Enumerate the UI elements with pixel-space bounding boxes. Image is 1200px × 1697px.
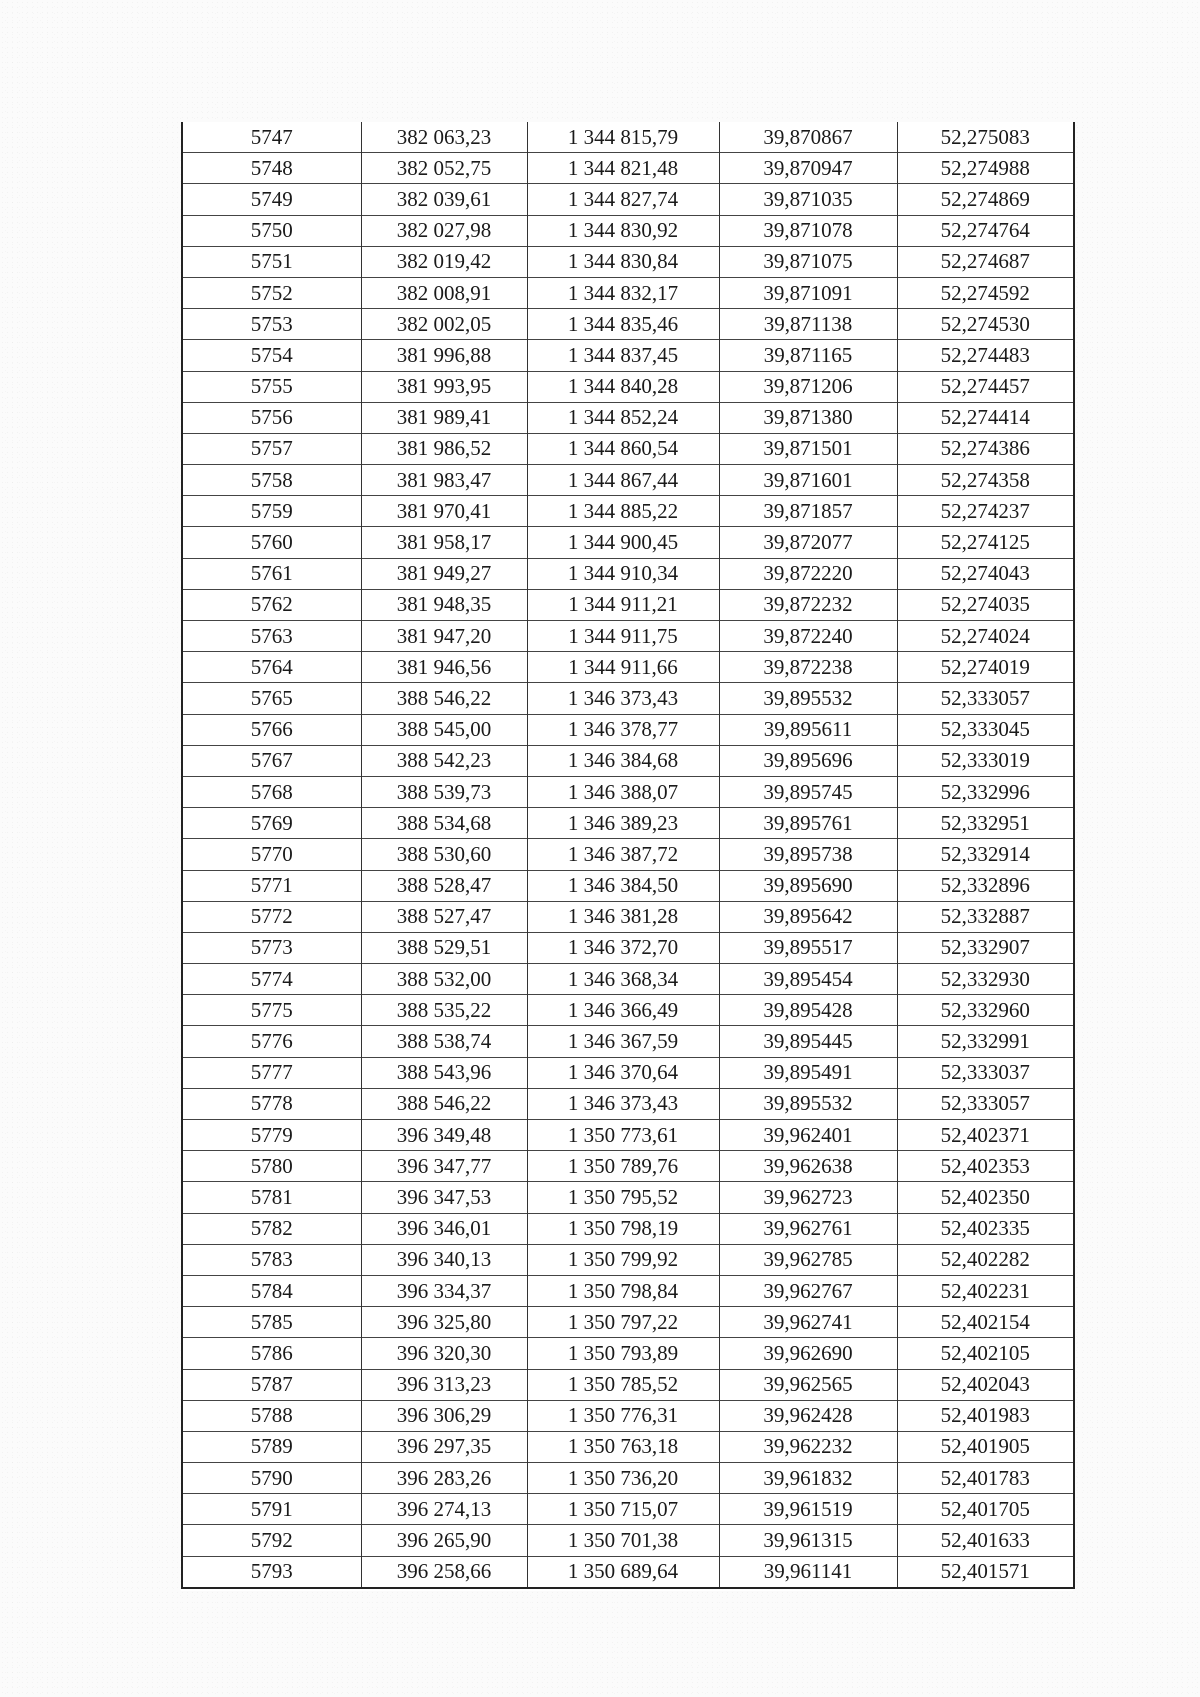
table-row: [182, 1494, 1074, 1525]
point-number-cell: 5779: [182, 1120, 361, 1151]
y-coordinate-cell: 1 350 798,19: [527, 1213, 719, 1244]
table-row: [182, 1120, 1074, 1151]
y-coordinate-cell: 1 350 799,92: [527, 1244, 719, 1275]
y-coordinate-cell: 1 344 821,48: [527, 153, 719, 184]
x-coordinate-cell: 388 527,47: [361, 901, 527, 932]
point-number-cell: 5752: [182, 277, 361, 308]
y-coordinate-cell: 1 344 885,22: [527, 496, 719, 527]
x-coordinate-cell: 381 993,95: [361, 371, 527, 402]
latitude-cell: 39,871206: [719, 371, 897, 402]
longitude-cell: 52,332996: [897, 776, 1074, 807]
y-coordinate-cell: 1 344 911,75: [527, 621, 719, 652]
y-coordinate-cell: 1 344 867,44: [527, 465, 719, 496]
point-number-cell: 5762: [182, 589, 361, 620]
point-number-cell: 5787: [182, 1369, 361, 1400]
x-coordinate-cell: 388 529,51: [361, 932, 527, 963]
x-coordinate-cell: 381 958,17: [361, 527, 527, 558]
longitude-cell: 52,401905: [897, 1431, 1074, 1462]
point-number-cell: 5760: [182, 527, 361, 558]
longitude-cell: 52,274687: [897, 246, 1074, 277]
longitude-cell: 52,402353: [897, 1151, 1074, 1182]
table-row: [182, 1275, 1074, 1306]
latitude-cell: 39,962723: [719, 1182, 897, 1213]
latitude-cell: 39,962767: [719, 1275, 897, 1306]
point-number-cell: 5782: [182, 1213, 361, 1244]
y-coordinate-cell: 1 344 860,54: [527, 433, 719, 464]
point-number-cell: 5789: [182, 1431, 361, 1462]
x-coordinate-cell: 382 019,42: [361, 246, 527, 277]
point-number-cell: 5771: [182, 870, 361, 901]
latitude-cell: 39,870867: [719, 122, 897, 153]
latitude-cell: 39,962761: [719, 1213, 897, 1244]
latitude-cell: 39,895491: [719, 1057, 897, 1088]
point-number-cell: 5765: [182, 683, 361, 714]
point-number-cell: 5776: [182, 1026, 361, 1057]
latitude-cell: 39,961519: [719, 1494, 897, 1525]
longitude-cell: 52,402371: [897, 1120, 1074, 1151]
x-coordinate-cell: 381 986,52: [361, 433, 527, 464]
x-coordinate-cell: 381 949,27: [361, 558, 527, 589]
latitude-cell: 39,872232: [719, 589, 897, 620]
table-row: [182, 745, 1074, 776]
y-coordinate-cell: 1 350 736,20: [527, 1463, 719, 1494]
table-row: [182, 309, 1074, 340]
table-row: [182, 683, 1074, 714]
point-number-cell: 5775: [182, 995, 361, 1026]
longitude-cell: 52,274358: [897, 465, 1074, 496]
x-coordinate-cell: 388 546,22: [361, 1088, 527, 1119]
table-row: [182, 808, 1074, 839]
latitude-cell: 39,895738: [719, 839, 897, 870]
y-coordinate-cell: 1 346 387,72: [527, 839, 719, 870]
point-number-cell: 5792: [182, 1525, 361, 1556]
y-coordinate-cell: 1 344 910,34: [527, 558, 719, 589]
longitude-cell: 52,274483: [897, 340, 1074, 371]
latitude-cell: 39,872238: [719, 652, 897, 683]
point-number-cell: 5769: [182, 808, 361, 839]
latitude-cell: 39,961141: [719, 1556, 897, 1588]
table-row: [182, 1026, 1074, 1057]
y-coordinate-cell: 1 344 830,92: [527, 215, 719, 246]
latitude-cell: 39,871091: [719, 277, 897, 308]
y-coordinate-cell: 1 344 835,46: [527, 309, 719, 340]
y-coordinate-cell: 1 344 911,66: [527, 652, 719, 683]
point-number-cell: 5766: [182, 714, 361, 745]
x-coordinate-cell: 388 532,00: [361, 964, 527, 995]
longitude-cell: 52,402105: [897, 1338, 1074, 1369]
point-number-cell: 5759: [182, 496, 361, 527]
x-coordinate-cell: 388 528,47: [361, 870, 527, 901]
y-coordinate-cell: 1 346 388,07: [527, 776, 719, 807]
table-row: [182, 1307, 1074, 1338]
point-number-cell: 5768: [182, 776, 361, 807]
point-number-cell: 5763: [182, 621, 361, 652]
longitude-cell: 52,402154: [897, 1307, 1074, 1338]
longitude-cell: 52,274125: [897, 527, 1074, 558]
table-row: [182, 995, 1074, 1026]
longitude-cell: 52,274592: [897, 277, 1074, 308]
longitude-cell: 52,274024: [897, 621, 1074, 652]
y-coordinate-cell: 1 350 785,52: [527, 1369, 719, 1400]
longitude-cell: 52,333019: [897, 745, 1074, 776]
longitude-cell: 52,332887: [897, 901, 1074, 932]
longitude-cell: 52,274869: [897, 184, 1074, 215]
longitude-cell: 52,333057: [897, 683, 1074, 714]
table-row: [182, 901, 1074, 932]
x-coordinate-cell: 396 334,37: [361, 1275, 527, 1306]
x-coordinate-cell: 381 948,35: [361, 589, 527, 620]
table-row: [182, 1244, 1074, 1275]
table-row: [182, 1088, 1074, 1119]
x-coordinate-cell: 381 996,88: [361, 340, 527, 371]
longitude-cell: 52,402335: [897, 1213, 1074, 1244]
latitude-cell: 39,895745: [719, 776, 897, 807]
y-coordinate-cell: 1 350 789,76: [527, 1151, 719, 1182]
x-coordinate-cell: 396 325,80: [361, 1307, 527, 1338]
y-coordinate-cell: 1 350 797,22: [527, 1307, 719, 1338]
latitude-cell: 39,871601: [719, 465, 897, 496]
latitude-cell: 39,871078: [719, 215, 897, 246]
table-row: [182, 558, 1074, 589]
latitude-cell: 39,871035: [719, 184, 897, 215]
longitude-cell: 52,401783: [897, 1463, 1074, 1494]
longitude-cell: 52,274019: [897, 652, 1074, 683]
longitude-cell: 52,402282: [897, 1244, 1074, 1275]
x-coordinate-cell: 396 347,53: [361, 1182, 527, 1213]
point-number-cell: 5773: [182, 932, 361, 963]
point-number-cell: 5777: [182, 1057, 361, 1088]
x-coordinate-cell: 388 535,22: [361, 995, 527, 1026]
x-coordinate-cell: 396 346,01: [361, 1213, 527, 1244]
point-number-cell: 5785: [182, 1307, 361, 1338]
y-coordinate-cell: 1 346 368,34: [527, 964, 719, 995]
latitude-cell: 39,962638: [719, 1151, 897, 1182]
table-row: [182, 1463, 1074, 1494]
latitude-cell: 39,871501: [719, 433, 897, 464]
y-coordinate-cell: 1 346 381,28: [527, 901, 719, 932]
x-coordinate-cell: 388 539,73: [361, 776, 527, 807]
x-coordinate-cell: 382 002,05: [361, 309, 527, 340]
x-coordinate-cell: 382 008,91: [361, 277, 527, 308]
longitude-cell: 52,274035: [897, 589, 1074, 620]
y-coordinate-cell: 1 350 773,61: [527, 1120, 719, 1151]
longitude-cell: 52,402350: [897, 1182, 1074, 1213]
x-coordinate-cell: 396 265,90: [361, 1525, 527, 1556]
table-row: [182, 465, 1074, 496]
point-number-cell: 5784: [182, 1275, 361, 1306]
table-row: [182, 839, 1074, 870]
latitude-cell: 39,895761: [719, 808, 897, 839]
x-coordinate-cell: 388 534,68: [361, 808, 527, 839]
table-row: [182, 870, 1074, 901]
longitude-cell: 52,274386: [897, 433, 1074, 464]
latitude-cell: 39,895696: [719, 745, 897, 776]
point-number-cell: 5781: [182, 1182, 361, 1213]
point-number-cell: 5770: [182, 839, 361, 870]
point-number-cell: 5780: [182, 1151, 361, 1182]
x-coordinate-cell: 396 258,66: [361, 1556, 527, 1588]
y-coordinate-cell: 1 344 837,45: [527, 340, 719, 371]
x-coordinate-cell: 388 543,96: [361, 1057, 527, 1088]
y-coordinate-cell: 1 346 366,49: [527, 995, 719, 1026]
x-coordinate-cell: 396 349,48: [361, 1120, 527, 1151]
longitude-cell: 52,274414: [897, 402, 1074, 433]
point-number-cell: 5747: [182, 122, 361, 153]
y-coordinate-cell: 1 344 911,21: [527, 589, 719, 620]
coordinates-table: [181, 122, 1075, 1589]
latitude-cell: 39,895642: [719, 901, 897, 932]
point-number-cell: 5786: [182, 1338, 361, 1369]
latitude-cell: 39,962232: [719, 1431, 897, 1462]
point-number-cell: 5749: [182, 184, 361, 215]
table-row: [182, 1431, 1074, 1462]
table-row: [182, 527, 1074, 558]
latitude-cell: 39,871075: [719, 246, 897, 277]
table-row: [182, 371, 1074, 402]
latitude-cell: 39,895454: [719, 964, 897, 995]
y-coordinate-cell: 1 346 378,77: [527, 714, 719, 745]
y-coordinate-cell: 1 346 384,68: [527, 745, 719, 776]
point-number-cell: 5757: [182, 433, 361, 464]
longitude-cell: 52,275083: [940, 124, 1030, 149]
latitude-cell: 39,962565: [719, 1369, 897, 1400]
y-coordinate-cell: 1 344 852,24: [527, 402, 719, 433]
latitude-cell: 39,895611: [719, 714, 897, 745]
y-coordinate-cell: 1 350 795,52: [527, 1182, 719, 1213]
table-row: [182, 402, 1074, 433]
y-coordinate-cell: 1 344 900,45: [527, 527, 719, 558]
point-number-cell: 5754: [182, 340, 361, 371]
table-row: [182, 122, 1074, 153]
longitude-cell: 52,401983: [897, 1400, 1074, 1431]
table-row: [182, 932, 1074, 963]
longitude-cell: 52,274988: [897, 153, 1074, 184]
x-coordinate-cell: 396 347,77: [361, 1151, 527, 1182]
table-row: [182, 215, 1074, 246]
latitude-cell: 39,962690: [719, 1338, 897, 1369]
y-coordinate-cell: 1 350 793,89: [527, 1338, 719, 1369]
x-coordinate-cell: 382 039,61: [361, 184, 527, 215]
longitude-cell: 52,274237: [897, 496, 1074, 527]
table-row: [182, 1151, 1074, 1182]
y-coordinate-cell: 1 350 776,31: [527, 1400, 719, 1431]
table-row: [182, 1057, 1074, 1088]
point-number-cell: 5750: [182, 215, 361, 246]
y-coordinate-cell: 1 346 367,59: [527, 1026, 719, 1057]
x-coordinate-cell: 382 052,75: [361, 153, 527, 184]
point-number-cell: 5783: [182, 1244, 361, 1275]
coordinates-table-body: [182, 122, 1074, 1588]
x-coordinate-cell: 396 320,30: [361, 1338, 527, 1369]
longitude-cell: 52,332991: [897, 1026, 1074, 1057]
table-row: [182, 1369, 1074, 1400]
longitude-cell: 52,274457: [897, 371, 1074, 402]
latitude-cell: 39,961832: [719, 1463, 897, 1494]
x-coordinate-cell: 382 063,23: [361, 122, 527, 153]
point-number-cell: 5756: [182, 402, 361, 433]
point-number-cell: 5788: [182, 1400, 361, 1431]
latitude-cell: 39,962741: [719, 1307, 897, 1338]
table-row: [182, 433, 1074, 464]
y-coordinate-cell: 1 350 689,64: [527, 1556, 719, 1588]
x-coordinate-cell: 381 983,47: [361, 465, 527, 496]
point-number-cell: 5755: [182, 371, 361, 402]
table-row: [182, 1182, 1074, 1213]
point-number-cell: 5748: [182, 153, 361, 184]
longitude-cell: 52,402231: [897, 1275, 1074, 1306]
table-row: [182, 496, 1074, 527]
x-coordinate-cell: 396 306,29: [361, 1400, 527, 1431]
latitude-cell: 39,871857: [719, 496, 897, 527]
x-coordinate-cell: 388 545,00: [361, 714, 527, 745]
point-number-cell: 5791: [182, 1494, 361, 1525]
longitude-cell: 52,401571: [897, 1556, 1074, 1588]
latitude-cell: 39,872240: [719, 621, 897, 652]
x-coordinate-cell: 396 274,13: [361, 1494, 527, 1525]
point-number-cell: 5778: [182, 1088, 361, 1119]
y-coordinate-cell: 1 346 373,43: [527, 1088, 719, 1119]
y-coordinate-cell: 1 350 715,07: [527, 1494, 719, 1525]
latitude-cell: 39,870947: [719, 153, 897, 184]
x-coordinate-cell: 388 546,22: [361, 683, 527, 714]
y-coordinate-cell: 1 350 701,38: [527, 1525, 719, 1556]
point-number-cell: 5764: [182, 652, 361, 683]
longitude-cell: 52,332960: [897, 995, 1074, 1026]
x-coordinate-cell: 388 538,74: [361, 1026, 527, 1057]
latitude-cell: 39,895517: [719, 932, 897, 963]
latitude-cell: 39,962401: [719, 1120, 897, 1151]
table-row: [182, 652, 1074, 683]
latitude-cell: 39,895428: [719, 995, 897, 1026]
longitude-cell: 52,401633: [897, 1525, 1074, 1556]
latitude-cell: 39,895532: [719, 1088, 897, 1119]
latitude-cell: 39,872077: [719, 527, 897, 558]
table-row: [182, 776, 1074, 807]
latitude-cell: 39,962785: [719, 1244, 897, 1275]
table-row: [182, 1338, 1074, 1369]
longitude-cell: 52,332907: [897, 932, 1074, 963]
table-row: [182, 1525, 1074, 1556]
latitude-cell: 39,872220: [719, 558, 897, 589]
table-row: [182, 340, 1074, 371]
latitude-cell: 39,871380: [719, 402, 897, 433]
latitude-cell: 39,871165: [719, 340, 897, 371]
point-number-cell: 5767: [182, 745, 361, 776]
longitude-cell: 52,333037: [897, 1057, 1074, 1088]
y-coordinate-cell: 1 346 370,64: [527, 1057, 719, 1088]
x-coordinate-cell: 381 946,56: [361, 652, 527, 683]
y-coordinate-cell: 1 344 830,84: [527, 246, 719, 277]
longitude-cell: 52,274043: [897, 558, 1074, 589]
longitude-cell: 52,332951: [897, 808, 1074, 839]
table-row: [182, 621, 1074, 652]
point-number-cell: 5772: [182, 901, 361, 932]
y-coordinate-cell: 1 350 763,18: [527, 1431, 719, 1462]
table-row: [182, 153, 1074, 184]
x-coordinate-cell: 396 283,26: [361, 1463, 527, 1494]
x-coordinate-cell: 396 313,23: [361, 1369, 527, 1400]
table-row: [182, 1556, 1074, 1588]
x-coordinate-cell: 381 970,41: [361, 496, 527, 527]
y-coordinate-cell: 1 344 832,17: [527, 277, 719, 308]
point-number-cell: 5793: [182, 1556, 361, 1588]
y-coordinate-cell: 1 346 389,23: [527, 808, 719, 839]
longitude-cell: 52,332896: [897, 870, 1074, 901]
longitude-cell: 52,332930: [897, 964, 1074, 995]
y-coordinate-cell: 1 344 840,28: [527, 371, 719, 402]
x-coordinate-cell: 396 297,35: [361, 1431, 527, 1462]
latitude-cell: 39,895690: [719, 870, 897, 901]
latitude-cell: 39,895445: [719, 1026, 897, 1057]
longitude-cell: 52,274530: [897, 309, 1074, 340]
point-number-cell: 5751: [182, 246, 361, 277]
x-coordinate-cell: 382 027,98: [361, 215, 527, 246]
longitude-cell: 52,402043: [897, 1369, 1074, 1400]
latitude-cell: 39,961315: [719, 1525, 897, 1556]
table-row: [182, 589, 1074, 620]
longitude-cell: 52,401705: [897, 1494, 1074, 1525]
latitude-cell: 39,871138: [719, 309, 897, 340]
table-row: [182, 277, 1074, 308]
point-number-cell: 5790: [182, 1463, 361, 1494]
x-coordinate-cell: 381 989,41: [361, 402, 527, 433]
longitude-cell: 52,333045: [897, 714, 1074, 745]
latitude-cell: 39,962428: [719, 1400, 897, 1431]
y-coordinate-cell: 1 346 372,70: [527, 932, 719, 963]
y-coordinate-cell: 1 346 373,43: [527, 683, 719, 714]
point-number-cell: 5774: [182, 964, 361, 995]
table-row: [182, 246, 1074, 277]
x-coordinate-cell: 381 947,20: [361, 621, 527, 652]
x-coordinate-cell: 396 340,13: [361, 1244, 527, 1275]
latitude-cell: 39,895532: [719, 683, 897, 714]
longitude-cell: 52,274764: [897, 215, 1074, 246]
table-row: [182, 714, 1074, 745]
point-number-cell: 5753: [182, 309, 361, 340]
longitude-cell: 52,332914: [897, 839, 1074, 870]
point-number-cell: 5761: [182, 558, 361, 589]
table-row: [182, 964, 1074, 995]
table-row: [182, 184, 1074, 215]
table-row: [182, 1400, 1074, 1431]
longitude-cell: 52,333057: [897, 1088, 1074, 1119]
point-number-cell: 5758: [182, 465, 361, 496]
y-coordinate-cell: 1 346 384,50: [527, 870, 719, 901]
y-coordinate-cell: 1 344 827,74: [527, 184, 719, 215]
y-coordinate-cell: 1 350 798,84: [527, 1275, 719, 1306]
x-coordinate-cell: 388 542,23: [361, 745, 527, 776]
y-coordinate-cell: 1 344 815,79: [527, 122, 719, 153]
x-coordinate-cell: 388 530,60: [361, 839, 527, 870]
table-row: [182, 1213, 1074, 1244]
